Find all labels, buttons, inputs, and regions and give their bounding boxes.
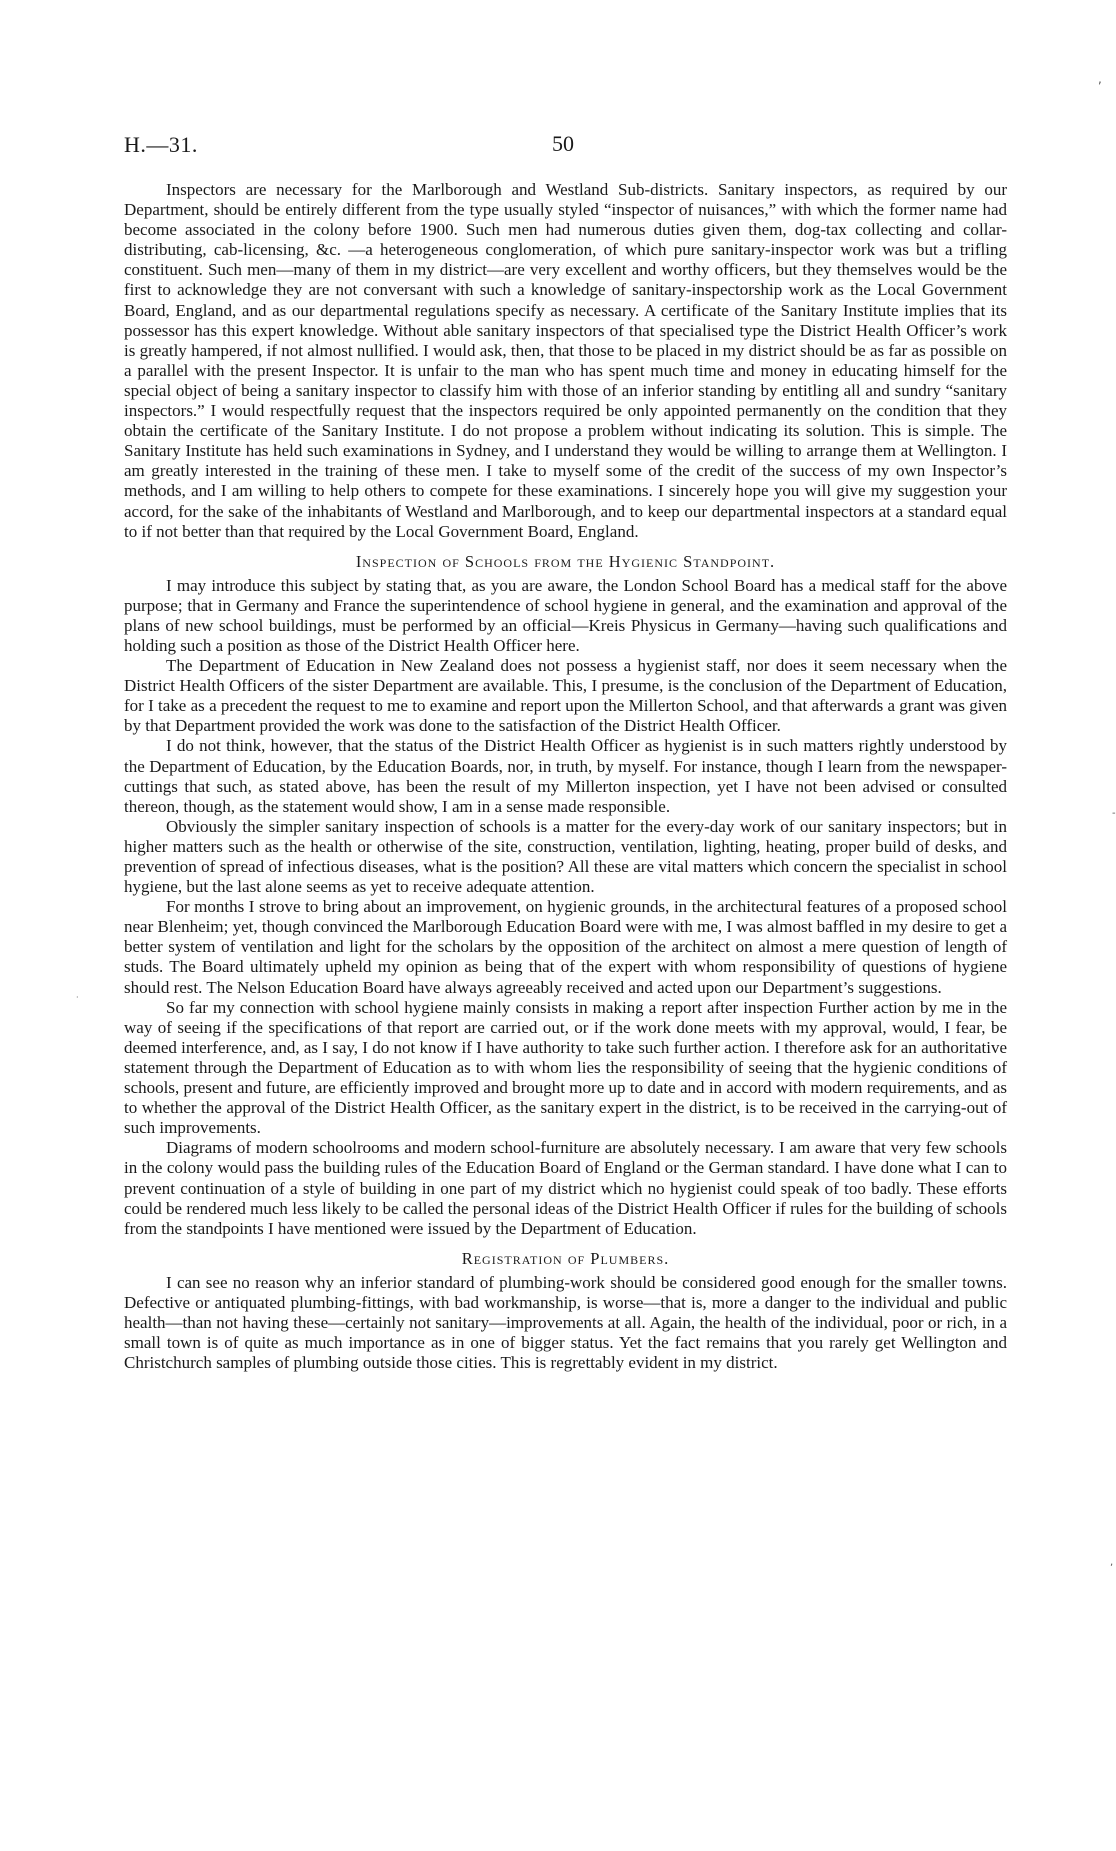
paragraph: Inspectors are necessary for the Marlborough and Westland Sub-districts. Sanitary inspectors, as required by our Department, should be entirely different from the type usually styled “inspector of nuisances,” with which the former name had become associated in the colony before 1900. Such men had numerous duties given them, dog-tax collecting and collar-distributing, cab-licensing, &c. —a heterogeneous conglomeration, of which pure sanitary-inspector work was but a trifling constituent. Such men—many of them in my district—are very excellent and worthy officers, but they themselves would be the first to acknowledge they are not conversant with such a knowledge of sanitary-inspectorship work as the Local Government Board, England, and as our departmental regulations specify as necessary. A certificate of the Sanitary Institute implies that its possessor has this expert knowledge. Without able sanitary inspectors of that specialised type the District Health Officer’s work is greatly hampered, if not almost nullified. I would ask, then, that those to be placed in my district should be as far as possible on a parallel with the present Inspector. It is unfair to the man who has spent much time and money in educating himself for the special object of being a sanitary inspector to classify him with those of an inferior standing by entitling all and sundry “sanitary inspectors.” I would respectfully request that the inspectors required be only appointed permanently on the condition that they obtain the certificate of the Sanitary Institute. I do not propose a problem without indicating its solution. This is simple. The Sanitary Institute has held such examinations in Sydney, and I understand they would be willing to arrange them at Wellington. I am greatly interested in the training of these men. I take to myself some of the credit of the success of my own Inspector’s methods, and I am willing to help others to compete for these examinations. I sincerely hope you will give my suggestion your accord, for the sake of the inhabitants of Westland and Marlborough, and to keep our departmental inspectors at a standard equal to if not better than that required by the Local Government Board, England. bbox=[124, 180, 1007, 541]
paragraph: So far my connection with school hygiene mainly consists in making a report after inspection Further action by me in the way of seeing if the specifications of that report are carried out, or if the work done meets with my approval, would, I fear, be deemed interference, and, as I say, I do not know if I have authority to take such further action. I therefore ask for an authoritative statement through the Department of Education as to with whom lies the responsibility of seeing that the hygienic conditions of schools, present and future, are efficiently improved and brought more up to date and in accord with modern requirements, and as to whether the approval of the District Health Officer, as the sanitary expert in the district, is to be received in the carrying-out of such improvements. bbox=[124, 997, 1007, 1138]
paragraph: For months I strove to bring about an improvement, on hygienic grounds, in the architectural features of a proposed school near Blenheim; yet, though convinced the Marlborough Education Board were with me, I was almost baffled in my desire to get a better system of ventilation and light for the scholars by the opposition of the architect on almost a mere question of length of studs. The Board ultimately upheld my opinion as being that of the expert with whom responsibility of questions of hygiene should rest. The Nelson Education Board have always agreeably received and acted upon our Department’s suggestions. bbox=[124, 897, 1007, 997]
scan-mark: , bbox=[1098, 72, 1102, 86]
page-number: 50 bbox=[552, 131, 574, 156]
paragraph: Obviously the simpler sanitary inspection of schools is a matter for the every-day work of our sanitary inspectors; but in higher matters such as the health or otherwise of the site, construction, ventilation, lighting, heating, proper build of desks, and prevention of spread of infectious diseases, what is the position? All these are vital matters which concern the specialist in school hygiene, but the last alone seems as yet to receive adequate attention. bbox=[124, 816, 1007, 897]
paragraph: I may introduce this subject by stating that, as you are aware, the London School Board has a medical staff for the above purpose; that in Germany and France the superintendence of school hygiene in general, and the examination and approval of the plans of new school buildings, must be performed by an official—Kreis Physicus in Germany—having such qualifications and holding such a position as those of the District Health Officer here. bbox=[124, 575, 1007, 655]
section-heading: Inspection of Schools from the Hygienic Standpoint. bbox=[355, 551, 776, 571]
section-school-inspection bbox=[124, 552, 1007, 1239]
scan-mark: , bbox=[1110, 1557, 1114, 1568]
paragraph: I can see no reason why an inferior standard of plumbing-work should be considered good enough for the smaller towns. Defective or antiquated plumbing-fittings, with bad workmanship, is worse—that is, more a danger to the individual and public health—than not having these—certainly not sanitary—improvements at all. Again, the health of the individual, poor or rich, in a small town is of quite as much importance as in one of bigger status. Yet the fact remains that you rarely get Wellington and Christchurch samples of plumbing outside those cities. This is regrettably evident in my district. bbox=[124, 1272, 1007, 1373]
paragraph: Diagrams of modern schoolrooms and modern school-furniture are absolutely necessary. I am aware that very few schools in the colony would pass the building rules of the Education Board of England or the German standard. I have done what I can to prevent continuation of a style of building in one part of my district which no hygienist could speak of too badly. These efforts could be rendered much less likely to be called the personal ideas of the District Health Officer if rules for the building of schools from the standpoints I have mentioned were issued by the Department of Education. bbox=[124, 1138, 1007, 1238]
section-registration-plumbers bbox=[124, 1249, 1007, 1373]
paragraph: I do not think, however, that the status of the District Health Officer as hygienist is in such matters rightly understood by the Department of Education, by the Education Boards, nor, in truth, by myself. For instance, though I learn from the newspaper-cuttings that such, as stated above, has been the result of my Millerton inspection, yet I have not been advised or consulted thereon, though, as the statement would show, I am in a sense made responsible. bbox=[124, 736, 1007, 816]
scan-mark: · bbox=[76, 993, 79, 1002]
scan-mark: - bbox=[1112, 808, 1116, 819]
document-reference: H.—31. bbox=[124, 132, 198, 157]
section-sanitary-inspectors bbox=[124, 180, 1007, 542]
document-body bbox=[124, 180, 1007, 1373]
paragraph: The Department of Education in New Zealand does not possess a hygienist staff, nor does it seem necessary when the District Health Officers of the sister Department are available. This, I presume, is the conclusion of the Department of Education, for I take as a precedent the request to me to examine and report upon the Millerton School, and that afterwards a grant was given by that Department provided the work was done to the satisfaction of the District Health Officer. bbox=[124, 656, 1007, 736]
section-heading: Registration of Plumbers. bbox=[461, 1248, 670, 1268]
